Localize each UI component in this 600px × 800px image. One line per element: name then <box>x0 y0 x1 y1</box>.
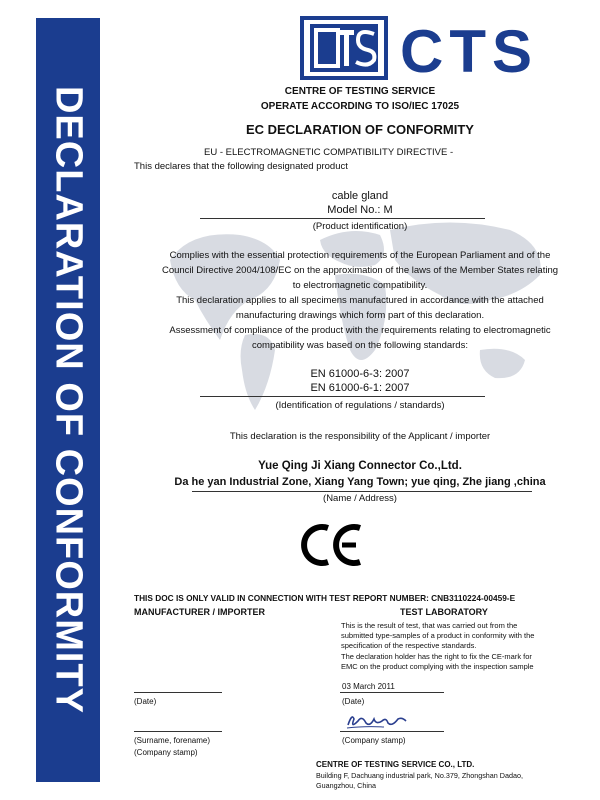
standard-1: EN 61000-6-3: 2007 <box>310 368 410 380</box>
lab-text-4: The declaration holder has the right to fix the CE-mark for <box>341 652 532 661</box>
product-name: cable gland <box>331 190 389 202</box>
surname-label: (Surname, forename) <box>134 736 211 745</box>
lab-text-5: EMC on the product complying with the inspection sample <box>341 662 534 671</box>
body-line-5: manufacturing drawings which form part of this declaration. <box>235 310 485 321</box>
date-line-left <box>134 692 222 693</box>
date-label-right: (Date) <box>342 697 365 706</box>
body-line-4: This declaration applies to all specimens manufactured in accordance with the attached <box>176 295 544 306</box>
lab-heading: TEST LABORATORY <box>400 607 488 617</box>
lab-address-1: Building F, Dachuang industrial park, No.379, Zhongshan Dadao, <box>316 771 523 780</box>
signature-icon <box>344 709 408 731</box>
applicant-address: Da he yan Industrial Zone, Xiang Yang Town; yue qing, Zhe jiang ,china <box>174 476 546 488</box>
responsibility-line: This declaration is the responsibility of the Applicant / importer <box>229 431 491 442</box>
org-name: CENTRE OF TESTING SERVICE <box>284 86 436 97</box>
company-stamp-left: (Company stamp) <box>134 748 198 757</box>
lab-text-3: specification of the respective standards. <box>341 641 477 650</box>
applicant-caption: (Name / Address) <box>323 493 397 504</box>
lab-text-2: submitted type-samples of a product in conformity with the <box>341 631 535 640</box>
valid-note: THIS DOC IS ONLY VALID IN CONNECTION WITH TEST REPORT NUMBER: CNB3110224-00459-E <box>134 593 516 603</box>
name-line-left <box>134 731 222 732</box>
cts-logo-text: CTS <box>400 18 538 80</box>
org-accreditation: OPERATE ACCORDING TO ISO/IEC 17025 <box>260 101 460 112</box>
body-line-7: compatibility was based on the following standards: <box>252 340 468 351</box>
ce-mark-icon <box>300 522 366 568</box>
lab-text-1: This is the result of test, that was carried out from the <box>341 621 518 630</box>
standard-2: EN 61000-6-1: 2007 <box>310 382 410 394</box>
body-line-2: Council Directive 2004/108/EC on the approximation of the laws of the Member States relating <box>161 265 559 276</box>
body-line-3: to electromagnetic compatibility. <box>292 280 428 291</box>
standards-underline <box>200 396 485 397</box>
date-value: 03 March 2011 <box>342 682 395 691</box>
applicant-company: Yue Qing Ji Xiang Connector Co.,Ltd. <box>258 460 462 472</box>
date-line-right <box>340 692 444 693</box>
body-line-1: Complies with the essential protection requirements of the European Parliament and of the <box>169 250 551 261</box>
product-model: Model No.: M <box>327 204 393 216</box>
sidebar-banner <box>36 18 100 782</box>
company-stamp-right: (Company stamp) <box>342 736 406 745</box>
applicant-underline <box>192 491 532 492</box>
standards-caption: (Identification of regulations / standards) <box>275 400 445 411</box>
body-line-6: Assessment of compliance of the product with the requirements relating to electromagnetic <box>169 325 551 336</box>
product-caption: (Product identification) <box>312 221 408 232</box>
date-label-left: (Date) <box>134 697 157 706</box>
page-title: EC DECLARATION OF CONFORMITY <box>246 122 474 137</box>
product-underline <box>200 218 485 219</box>
manufacturer-heading: MANUFACTURER / IMPORTER <box>134 607 265 617</box>
directive-line: EU - ELECTROMAGNETIC COMPATIBILITY DIRECTIVE - <box>204 147 454 158</box>
name-line-right <box>340 731 444 732</box>
declares-line: This declares that the following designated product <box>134 161 348 172</box>
lab-address-2: Guangzhou, China <box>316 781 376 790</box>
sidebar-title: DECLARATION OF CONFORMITY <box>47 85 90 715</box>
cts-logo <box>300 16 546 80</box>
lab-name: CENTRE OF TESTING SERVICE CO., LTD. <box>316 760 475 769</box>
